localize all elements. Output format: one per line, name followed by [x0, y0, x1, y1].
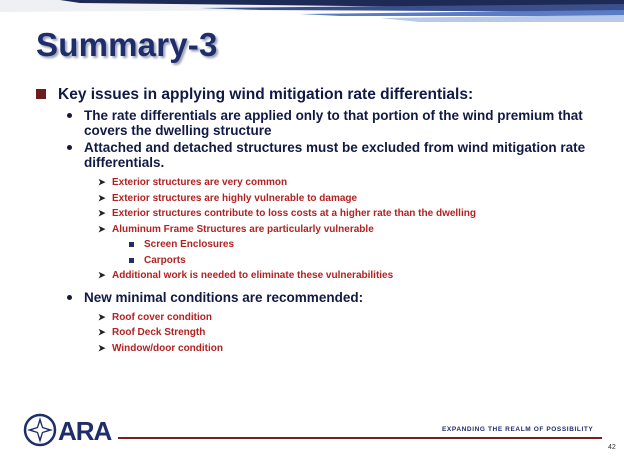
bullet-key-issues — [36, 86, 616, 104]
bullet-text: Key issues in applying wind mitigation rate differentials: — [58, 86, 474, 103]
slide-title: Summary-3 — [36, 26, 218, 63]
dot-bullet-icon — [67, 145, 72, 150]
slide-content — [36, 86, 616, 356]
sub-bullet-text: Roof cover condition — [112, 311, 212, 323]
bullet-rate-differentials — [36, 108, 616, 138]
sub-sub-bullet — [36, 253, 616, 269]
sub-bullet — [36, 268, 616, 284]
bullet-text: The rate differentials are applied only to that portion of the wind premium that covers the dwelling structure — [84, 108, 583, 138]
arrow-bullet-icon: ➤ — [98, 270, 106, 280]
page-number: 42 — [608, 444, 616, 451]
dot-bullet-icon — [67, 113, 72, 118]
bullet-new-conditions — [36, 290, 616, 305]
arrow-bullet-icon: ➤ — [98, 327, 106, 337]
sub-bullet-text: Roof Deck Strength — [112, 327, 206, 338]
bullet-text: Attached and detached structures must be excluded from wind mitigation rate differentials. — [84, 140, 586, 170]
square-bullet-icon — [129, 242, 134, 247]
sub-bullet — [36, 325, 616, 341]
square-bullet-icon — [129, 258, 134, 263]
footer-divider — [118, 437, 602, 439]
bullet-attached-detached — [36, 140, 616, 170]
sub-bullet-text: Additional work is needed to eliminate these vulnerabilities — [112, 270, 394, 281]
tagline: EXPANDING THE REALM OF POSSIBILITY — [442, 426, 594, 433]
sub-bullet-text: Window/door condition — [112, 342, 223, 354]
arrow-bullet-icon: ➤ — [98, 223, 106, 234]
sub-bullet-text: Exterior structures contribute to loss costs at a higher rate than the dwelling — [112, 208, 476, 219]
sub-bullet — [36, 310, 616, 326]
sub-bullet-text: Aluminum Frame Structures are particularly vulnerable — [112, 223, 374, 235]
arrow-bullet-icon: ➤ — [98, 208, 106, 218]
arrow-bullet-icon: ➤ — [98, 342, 106, 353]
header-banner — [0, 0, 624, 22]
sub-bullet — [36, 206, 616, 222]
sub-bullet — [36, 191, 616, 207]
sub-bullet — [36, 222, 616, 238]
ara-logo — [22, 412, 122, 448]
arrow-bullet-icon: ➤ — [98, 177, 106, 187]
arrow-bullet-icon: ➤ — [98, 192, 106, 203]
sub-sub-bullet-text: Screen Enclosures — [144, 239, 235, 250]
arrow-bullet-icon: ➤ — [98, 311, 106, 322]
sub-bullet-text: Exterior structures are very common — [112, 177, 288, 188]
sub-bullet — [36, 341, 616, 357]
dot-bullet-icon — [67, 295, 72, 300]
sub-bullet-text: Exterior structures are highly vulnerable to damage — [112, 192, 358, 204]
square-bullet-icon — [36, 89, 46, 99]
sub-sub-bullet-text: Carports — [144, 254, 186, 266]
svg-text:ARA: ARA — [58, 416, 112, 446]
sub-sub-bullet — [36, 237, 616, 253]
bullet-text: New minimal conditions are recommended: — [84, 289, 364, 305]
sub-bullet — [36, 175, 616, 191]
